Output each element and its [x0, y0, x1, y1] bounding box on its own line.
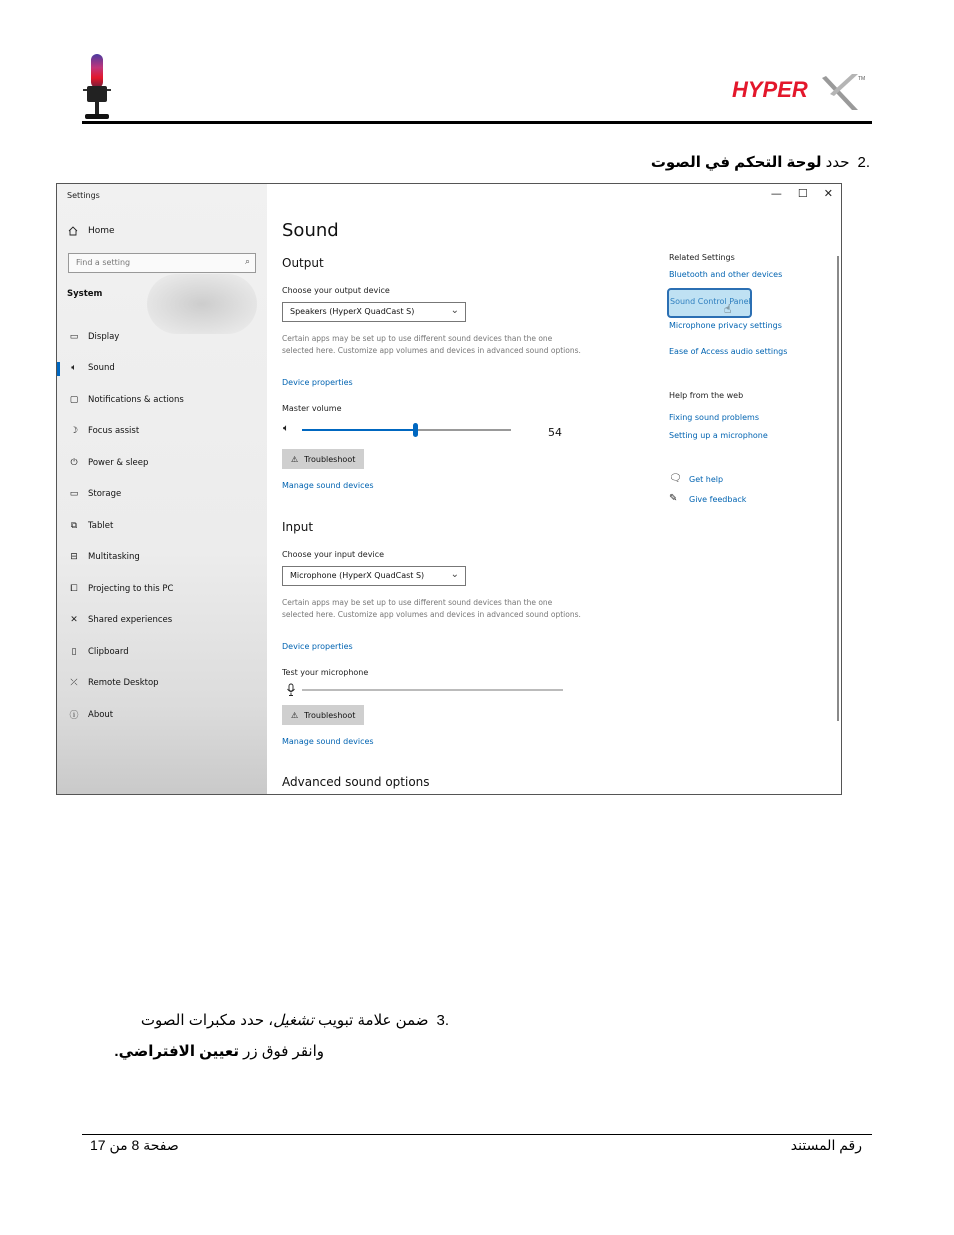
input-troubleshoot-button[interactable]: [282, 705, 364, 725]
sidebar-item-label: Projecting to this PC: [88, 583, 174, 594]
step-3-text-a: ضمن علامة تبويب: [313, 1012, 429, 1029]
give-feedback-link[interactable]: Give feedback: [689, 495, 747, 504]
page-title: Sound: [282, 220, 339, 241]
output-device-properties-link[interactable]: Device properties: [282, 378, 353, 387]
master-volume-value: 54: [548, 426, 562, 439]
get-help-icon: 🗨︎: [669, 473, 682, 484]
output-device-dropdown[interactable]: [282, 302, 466, 322]
remote-desktop-icon: ⤫: [70, 678, 78, 689]
output-troubleshoot-button[interactable]: [282, 449, 364, 469]
chevron-down-icon: ⌄: [450, 305, 459, 316]
search-placeholder: Find a setting: [76, 258, 131, 267]
footer-document-number: رقم المستند: [790, 1137, 862, 1153]
step-2-number: .2: [857, 154, 870, 171]
sidebar-item-shared[interactable]: [57, 605, 267, 637]
input-device-dropdown[interactable]: [282, 566, 466, 586]
svg-text:HYPER: HYPER: [732, 77, 808, 102]
svg-text:TM: TM: [858, 76, 866, 82]
find-setting-search[interactable]: [68, 253, 256, 273]
input-heading: Input: [282, 520, 314, 534]
master-volume-thumb[interactable]: [413, 423, 418, 437]
sidebar-item-projecting[interactable]: [57, 573, 267, 605]
troubleshoot-label: Troubleshoot: [304, 454, 356, 464]
step-3-line2-bold: تعيين الافتراضي.: [114, 1043, 239, 1060]
search-icon: ⌕: [244, 257, 250, 267]
chevron-down-icon: ⌄: [450, 569, 459, 580]
sidebar-item-sound[interactable]: [57, 353, 267, 385]
help-from-web-heading: Help from the web: [669, 391, 744, 400]
sidebar-item-storage[interactable]: [57, 479, 267, 511]
shared-icon: ✕: [70, 615, 78, 626]
clipboard-icon: ▯: [71, 646, 77, 657]
ease-of-access-audio-link[interactable]: Ease of Access audio settings: [669, 347, 788, 356]
sidebar-item-label: Shared experiences: [88, 615, 173, 626]
display-icon: ▭: [69, 331, 79, 342]
step-2-prefix: حدد: [821, 154, 850, 171]
warning-icon: ⚠: [291, 454, 299, 464]
troubleshoot-label: Troubleshoot: [304, 710, 356, 720]
scrollbar[interactable]: [837, 256, 839, 721]
system-heading: System: [67, 289, 103, 299]
info-icon: ⓘ: [69, 711, 79, 722]
footer-page-number: صفحة 8 من 17: [90, 1137, 179, 1153]
feedback-icon: ✎: [669, 493, 678, 504]
sidebar-item-focus-assist[interactable]: [57, 416, 267, 448]
mic-level-meter: [302, 689, 563, 691]
warning-icon: ⚠: [291, 710, 299, 720]
output-device-value: Speakers (HyperX QuadCast S): [290, 307, 415, 316]
sound-settings-main: [267, 184, 841, 795]
settings-screenshot: [56, 183, 842, 795]
sidebar-item-label: Focus assist: [88, 426, 140, 437]
input-note: Certain apps may be set up to use different sound devices than the one selected here. Customize app volumes and devices in advanced sound options.: [282, 598, 581, 619]
microphone-privacy-link[interactable]: Microphone privacy settings: [669, 321, 782, 330]
sidebar-item-label: Remote Desktop: [88, 678, 159, 689]
input-choose-label: Choose your input device: [282, 550, 385, 559]
hyperx-logo: [730, 70, 870, 112]
step-3-italic: تشغيل: [273, 1012, 314, 1029]
moon-icon: ☽: [69, 426, 79, 437]
sidebar-item-label: Tablet: [88, 520, 114, 531]
sidebar-item-label: Clipboard: [88, 646, 129, 657]
sidebar-item-about[interactable]: [57, 699, 267, 731]
master-volume-label: Master volume: [282, 404, 342, 413]
storage-icon: ▭: [69, 489, 79, 500]
close-button[interactable]: ✕: [823, 187, 833, 200]
output-choose-label: Choose your output device: [282, 286, 390, 295]
multitasking-icon: ⊟: [70, 552, 78, 563]
sidebar-item-notifications[interactable]: [57, 384, 267, 416]
sound-control-panel-label: Sound Control Panel: [670, 297, 751, 306]
projecting-icon: ⧠: [70, 583, 78, 594]
sidebar-item-label: About: [88, 709, 114, 720]
test-microphone-label: Test your microphone: [282, 668, 369, 677]
sidebar-item-label: Notifications & actions: [88, 394, 184, 405]
sidebar-item-label: Display: [88, 331, 120, 342]
notifications-icon: ▢: [69, 394, 79, 405]
bluetooth-devices-link[interactable]: Bluetooth and other devices: [669, 270, 783, 279]
footer-rule: [82, 1134, 872, 1135]
input-device-value: Microphone (HyperX QuadCast S): [290, 571, 425, 580]
sidebar-item-clipboard[interactable]: [57, 636, 267, 668]
fixing-sound-problems-link[interactable]: Fixing sound problems: [669, 413, 759, 422]
home-icon: [68, 226, 78, 236]
advanced-sound-options-heading[interactable]: Advanced sound options: [282, 775, 430, 789]
window-controls: [771, 187, 833, 200]
get-help-link[interactable]: Get help: [689, 475, 724, 484]
output-manage-devices-link[interactable]: Manage sound devices: [282, 481, 374, 490]
sidebar-item-label: Multitasking: [88, 552, 140, 563]
output-heading: Output: [282, 256, 324, 270]
step-2-bold: لوحة التحكم في الصوت: [650, 154, 822, 171]
step-3-text-b: ، حدد مكبرات الصوت: [140, 1012, 274, 1029]
step-3-instruction: [141, 1011, 449, 1029]
setting-up-microphone-link[interactable]: Setting up a microphone: [669, 431, 768, 440]
home-link[interactable]: [68, 226, 115, 236]
step-3-number: .3: [436, 1012, 449, 1029]
input-device-properties-link[interactable]: Device properties: [282, 642, 353, 651]
power-icon: ⏻: [70, 457, 78, 468]
sidebar-item-multitasking[interactable]: [57, 542, 267, 574]
sidebar-item-power[interactable]: [57, 447, 267, 479]
input-manage-devices-link[interactable]: Manage sound devices: [282, 737, 374, 746]
step-2-instruction: [651, 153, 870, 171]
header-rule: [82, 121, 872, 124]
window-title: Settings: [67, 191, 100, 200]
output-note: Certain apps may be set up to use different sound devices than the one selected here. Customize app volumes and devices in advanced sound options.: [282, 334, 581, 355]
sidebar-item-label: Storage: [88, 489, 122, 500]
related-settings-heading: Related Settings: [669, 253, 735, 262]
minimize-button[interactable]: —: [770, 187, 782, 200]
sidebar-nav: [57, 321, 267, 731]
step-3-line2-text: وانقر فوق زر: [239, 1043, 324, 1060]
sidebar-item-tablet[interactable]: [57, 510, 267, 542]
sidebar-item-label: Sound: [88, 363, 115, 374]
speaker-icon: 🔈︎: [283, 423, 289, 434]
sidebar-item-remote-desktop[interactable]: [57, 668, 267, 700]
sound-icon: 🔈︎: [71, 363, 77, 374]
quadcast-microphone-logo: [82, 52, 112, 120]
master-volume-fill: [302, 429, 415, 431]
maximize-button[interactable]: ☐: [797, 187, 808, 200]
home-label: Home: [88, 226, 115, 236]
sidebar-item-display[interactable]: [57, 321, 267, 353]
sound-control-panel-link[interactable]: [667, 288, 752, 318]
microphone-icon: [286, 683, 296, 697]
settings-sidebar: [57, 184, 267, 795]
hand-cursor-icon: ☝: [724, 302, 732, 316]
sidebar-item-label: Power & sleep: [88, 457, 149, 468]
step-3-instruction-line2: [114, 1042, 324, 1060]
tablet-icon: ⧉: [70, 520, 78, 531]
